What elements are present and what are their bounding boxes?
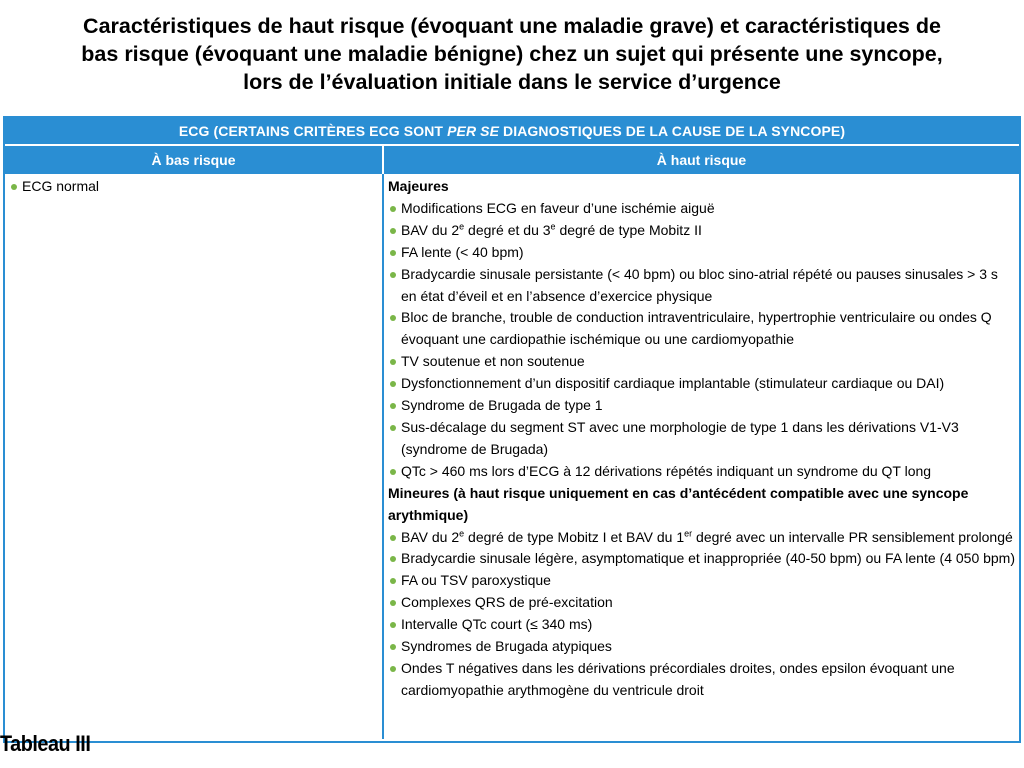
table-caption: Tableau III [0,731,91,756]
major-item-text: degré et du 3 [464,221,551,238]
title-line-2: bas risque (évoquant une maladie bénigne) chez un sujet qui présente une syncope, [81,42,943,66]
slide-title [0,12,1024,96]
major-item: Syndrome de Brugada de type 1 [388,395,1015,417]
major-section-title: Majeures [388,178,449,194]
major-item: QTc > 460 ms lors d’ECG à 12 dérivations répétés indiquant un syndrome du QT long [388,461,1015,483]
header-text-after: DIAGNOSTIQUES DE LA CAUSE DE LA SYNCOPE) [503,123,846,139]
major-item: Sus-décalage du segment ST avec une morphologie de type 1 dans les dérivations V1-V3 (syndrome de Brugada) [388,417,1015,461]
title-line-3: lors de l’évaluation initiale dans le service d’urgence [243,70,781,94]
major-item: Bloc de branche, trouble de conduction intraventriculaire, hypertrophie ventriculaire ou ondes Q évoquant une cardiopathie ischémique ou une cardiomyopathie [388,307,1015,351]
column-header-high-risk: À haut risque [384,146,1019,174]
column-header-low-risk: À bas risque [5,146,384,174]
superscript: er [684,527,693,538]
title-line-1: Caractéristiques de haut risque (évoquant une maladie grave) et caractéristiques de [83,14,941,38]
column-header-row [5,144,1019,174]
caption-divider [100,741,1018,743]
superscript: e [459,527,465,538]
major-item-text: BAV du 2 [401,221,460,238]
table-main-header [5,118,1019,144]
header-text-before: ECG (CERTAINS CRITÈRES ECG SONT [178,123,444,139]
minor-section-title: Mineures (à haut risque uniquement en cas d’antécédent compatible avec une syncope arythmique) [388,484,969,523]
minor-item-text: BAV du 2 [401,528,460,545]
minor-item: Bradycardie sinusale légère, asymptomatique et inappropriée (40-50 bpm) ou FA lente (4 050 bpm) [388,548,1015,570]
minor-item: Ondes T négatives dans les dérivations précordiales droites, ondes epsilon évoquant une cardiomyopathie arythmogène du ventricule droit [388,658,1015,702]
minor-item: Syndromes de Brugada atypiques [388,636,1015,658]
ecg-risk-table [3,116,1021,743]
major-item: Bradycardie sinusale persistante (< 40 bpm) ou bloc sino-atrial répété ou pauses sinusales > 3 s en état d’éveil et en l’absence d’exercice physique [388,264,1015,308]
minor-item: FA ou TSV paroxystique [388,570,1015,592]
minor-item-text: degré avec un intervalle PR sensiblement prolongé [692,528,1013,545]
superscript: e [550,221,556,232]
major-item: Dysfonctionnement d’un dispositif cardiaque implantable (stimulateur cardiaque ou DAI) [388,373,1015,395]
low-risk-item: ECG normal [9,176,382,198]
header-text-italic: PER SE [447,123,500,139]
major-item [388,220,1015,242]
major-item-text: degré de type Mobitz II [555,221,702,238]
minor-item: Complexes QRS de pré-excitation [388,592,1015,614]
minor-item [388,527,1015,549]
major-item: TV soutenue et non soutenue [388,351,1015,373]
superscript: e [459,221,465,232]
major-item: FA lente (< 40 bpm) [388,242,1015,264]
table-body-row [5,174,1019,739]
major-item: Modifications ECG en faveur d’une ischémie aiguë [388,198,1015,220]
low-risk-cell [5,174,384,739]
high-risk-cell [384,174,1019,739]
minor-item: Intervalle QTc court (≤ 340 ms) [388,614,1015,636]
minor-item-text: degré de type Mobitz I et BAV du 1 [464,528,685,545]
